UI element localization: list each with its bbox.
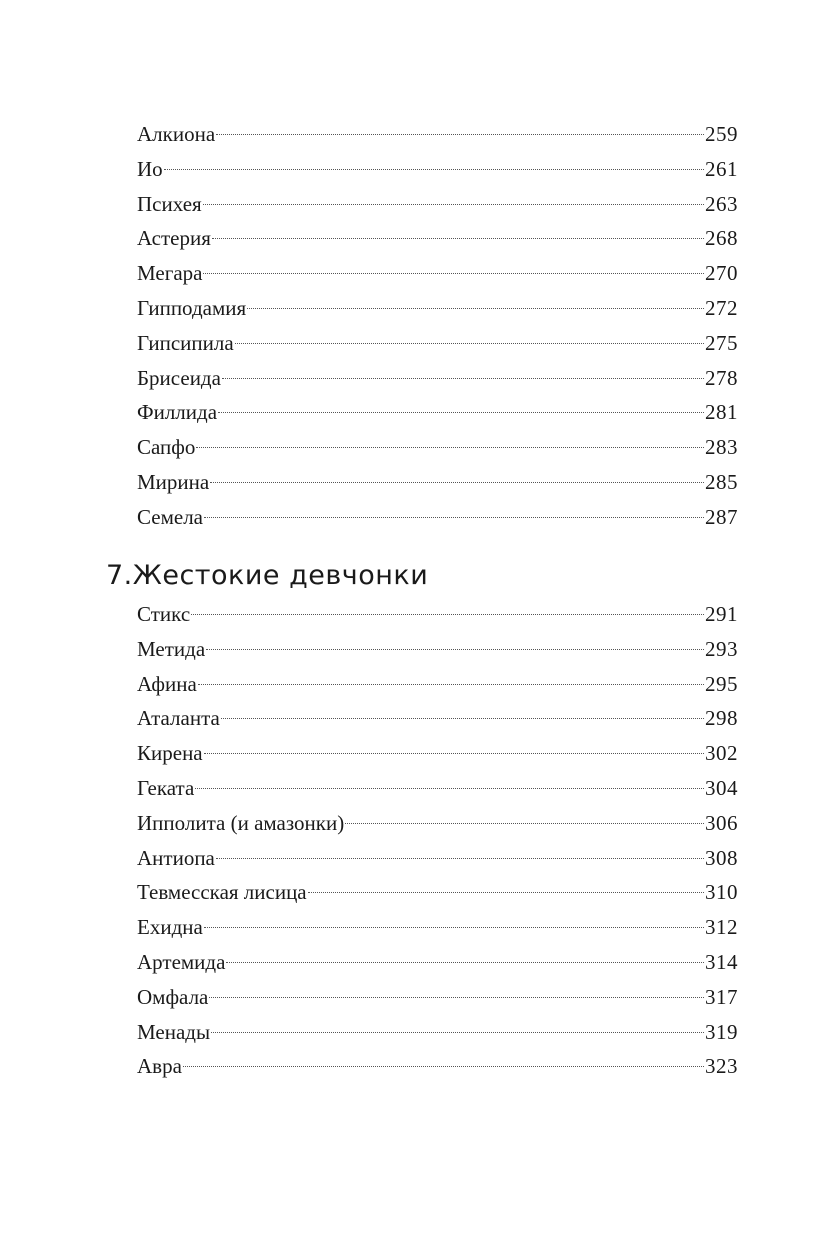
toc-entry[interactable]: [137, 841, 738, 876]
toc-entry-page: 268: [705, 226, 738, 251]
toc-entry-page: 323: [705, 1054, 738, 1079]
toc-entry[interactable]: [137, 771, 738, 806]
dot-leader: [206, 649, 704, 650]
dot-leader: [216, 134, 704, 135]
dot-leader: [216, 858, 704, 859]
toc-entry-page: 293: [705, 636, 738, 661]
toc-entry-title: Ехидна: [137, 915, 203, 940]
toc-entry[interactable]: [137, 980, 738, 1015]
dot-leader: [212, 238, 704, 239]
dot-leader: [196, 447, 704, 448]
dot-leader: [204, 517, 704, 518]
toc-entry-page: 281: [705, 400, 738, 425]
toc-entry[interactable]: [137, 256, 738, 291]
toc-entry-title: Стикс: [137, 602, 191, 626]
toc-entry-title: Артемида: [137, 949, 226, 974]
dot-leader: [203, 273, 704, 274]
toc-entry[interactable]: [137, 152, 738, 187]
toc-entry-title: Гипподамия: [137, 295, 247, 320]
toc-entry-page: 278: [705, 365, 738, 390]
toc-entry-page: 319: [705, 1019, 738, 1044]
toc-entry[interactable]: [137, 326, 738, 361]
dot-leader: [204, 753, 704, 754]
toc-entry-page: 270: [705, 261, 738, 286]
toc-entry-page: 302: [705, 741, 738, 766]
dot-leader: [218, 412, 704, 413]
toc-entry[interactable]: [137, 291, 738, 326]
toc-entry-title: Семела: [137, 504, 203, 529]
toc-entry-page: 306: [705, 810, 738, 835]
toc-entry-title: Кирена: [137, 741, 203, 766]
toc-entry-page: 261: [705, 156, 738, 181]
toc-entry-title: Антиопа: [137, 845, 215, 870]
dot-leader: [204, 927, 704, 928]
toc-entry-title: Ипполита (и амазонки): [137, 810, 345, 835]
toc-entry-title: Ио: [137, 156, 163, 181]
dot-leader: [183, 1066, 704, 1067]
toc-entry[interactable]: [137, 1049, 738, 1084]
toc-entry-title: Филлида: [137, 400, 218, 425]
toc-entry[interactable]: [137, 945, 738, 980]
dot-leader: [308, 892, 704, 893]
toc-entry-title: Мегара: [137, 261, 203, 286]
toc-entry-title: Астерия: [137, 226, 211, 251]
dot-leader: [195, 788, 704, 789]
toc-entry-title: Геката: [137, 775, 195, 800]
dot-leader: [164, 169, 704, 170]
dot-leader: [345, 823, 704, 824]
toc-entry[interactable]: [137, 806, 738, 841]
toc-list-section-7: [137, 597, 738, 1084]
toc-entry-page: 314: [705, 949, 738, 974]
toc-entry-page: 310: [705, 880, 738, 905]
toc-entry[interactable]: [137, 361, 738, 396]
toc-entry-page: 259: [705, 122, 738, 146]
dot-leader: [226, 962, 704, 963]
toc-entry-page: 291: [705, 602, 738, 626]
toc-entry-title: Тевмесская лисица: [137, 880, 307, 905]
dot-leader: [210, 482, 704, 483]
toc-entry-title: Сапфо: [137, 435, 196, 460]
toc-entry-title: Метида: [137, 636, 206, 661]
toc-entry-title: Авра: [137, 1054, 182, 1079]
toc-entry[interactable]: [137, 875, 738, 910]
toc-entry[interactable]: [137, 187, 738, 222]
toc-entry-page: 287: [705, 504, 738, 529]
dot-leader: [221, 718, 704, 719]
dot-leader: [203, 204, 704, 205]
chapter-heading: [106, 556, 428, 596]
toc-list-section-6: [137, 117, 738, 535]
dot-leader: [247, 308, 704, 309]
toc-entry[interactable]: [137, 597, 738, 632]
toc-entry-page: 283: [705, 435, 738, 460]
toc-entry[interactable]: [137, 465, 738, 500]
chapter-title: Жестокие девчонки: [132, 560, 429, 591]
toc-entry-page: 304: [705, 775, 738, 800]
toc-entry-page: 298: [705, 706, 738, 731]
toc-entry-title: Аталанта: [137, 706, 220, 731]
toc-entry-title: Омфала: [137, 984, 209, 1009]
toc-entry-page: 272: [705, 295, 738, 320]
dot-leader: [191, 614, 704, 615]
toc-entry-title: Психея: [137, 191, 202, 216]
toc-entry[interactable]: [137, 667, 738, 702]
toc-entry-page: 308: [705, 845, 738, 870]
dot-leader: [209, 997, 704, 998]
toc-entry-page: 317: [705, 984, 738, 1009]
dot-leader: [211, 1032, 704, 1033]
toc-entry-page: 263: [705, 191, 738, 216]
toc-entry[interactable]: [137, 500, 738, 535]
toc-entry-page: 295: [705, 671, 738, 696]
toc-entry-page: 285: [705, 469, 738, 494]
toc-entry-page: 275: [705, 330, 738, 355]
toc-entry[interactable]: [137, 117, 738, 152]
toc-entry[interactable]: [137, 221, 738, 256]
dot-leader: [222, 378, 704, 379]
toc-entry-title: Гипсипила: [137, 330, 234, 355]
toc-entry[interactable]: [137, 632, 738, 667]
toc-entry-page: 312: [705, 915, 738, 940]
toc-entry-title: Алкиона: [137, 122, 216, 146]
chapter-number: 7.: [106, 560, 133, 591]
toc-entry[interactable]: [137, 1015, 738, 1050]
dot-leader: [235, 343, 704, 344]
dot-leader: [198, 684, 704, 685]
toc-entry[interactable]: [137, 430, 738, 465]
toc-entry-title: Афина: [137, 671, 197, 696]
toc-entry-title: Мирина: [137, 469, 210, 494]
toc-entry-title: Брисеида: [137, 365, 221, 390]
toc-entry[interactable]: [137, 736, 738, 771]
toc-entry[interactable]: [137, 395, 738, 430]
toc-entry-title: Менады: [137, 1019, 211, 1044]
toc-entry[interactable]: [137, 701, 738, 736]
toc-entry[interactable]: [137, 910, 738, 945]
